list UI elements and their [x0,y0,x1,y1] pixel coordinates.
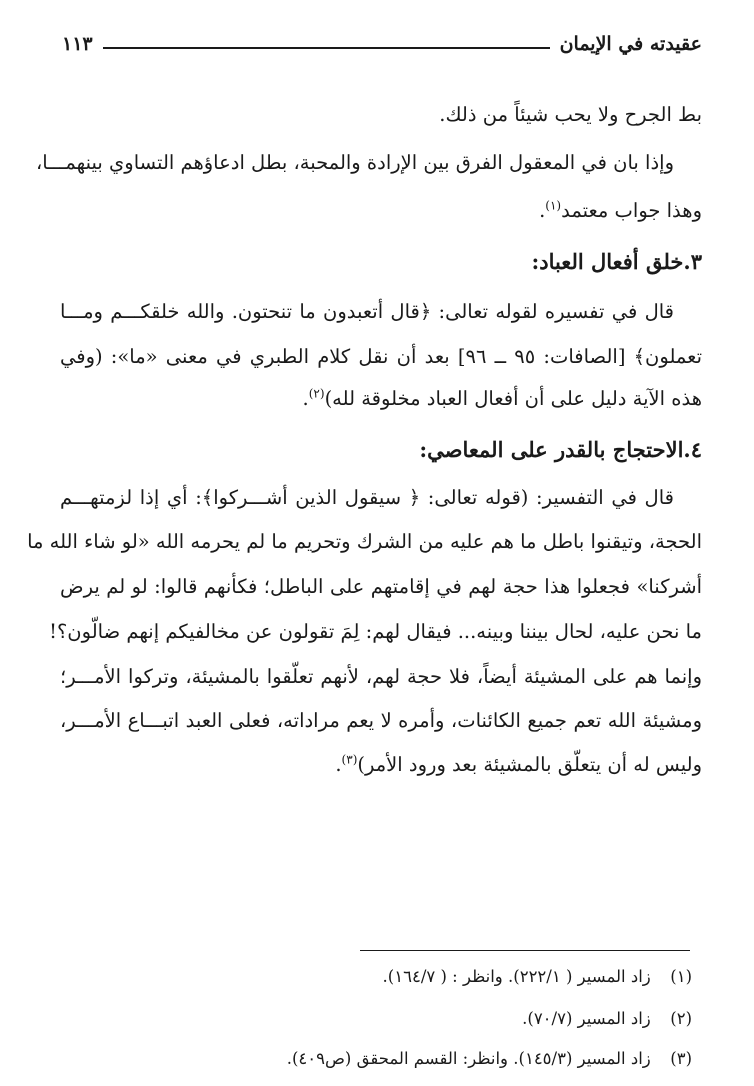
body-line-13-text: وليس له أن يتعلّق بالمشيئة بعد ورود الأمر) [357,753,702,776]
page-number: ١١٣ [62,33,93,55]
footnote-separator [360,950,690,951]
body-line-8: الحجة، وتيقنوا باطل ما هم عليه من الشرك وتحريم ما لم يحرمه الله «لو شاء الله ما [27,530,702,553]
footnote-3-number: (٣) [670,1049,692,1068]
body-line-9: أشركنا» فجعلوا هذا حجة لهم في إقامتهم على الباطل؛ فكأنهم قالوا: لو لم يرض [60,575,702,598]
body-line-13 [60,750,702,780]
body-line-2: وإذا بان في المعقول الفرق بين الإرادة والمحبة، بطل ادعاؤهم التساوي بينهمـــا، [36,151,674,174]
body-line-4: قال في تفسيره لقوله تعالى: ﴿قال أتعبدون ما تنحتون. والله خلقكـــم ومـــا [60,300,674,323]
section-heading-4: ٤.الاحتجاج بالقدر على المعاصي: [419,437,702,462]
footnote-1-number: (١) [670,967,692,986]
body-line-3 [60,196,702,226]
footnote-2 [60,1006,692,1032]
footnote-2-text: زاد المسير (٧٠/٧). [522,1009,651,1028]
footnote-1 [60,964,692,990]
body-line-1: بط الجرح ولا يحب شيئاً من ذلك. [439,103,702,126]
footnote-2-number: (٢) [670,1009,692,1028]
footnote-marker-3: (٣) [341,752,358,767]
header-rule [103,47,550,49]
section-heading-3: ٣.خلق أفعال العباد: [531,249,702,274]
period-3: . [335,753,342,776]
running-header [62,30,702,58]
body-line-6-text: هذه الآية دليل على أن أفعال العباد مخلوقة لله) [324,387,702,410]
footnote-3 [60,1046,692,1072]
period-2: . [302,387,309,410]
running-title: عقيدته في الإيمان [559,33,702,55]
footnote-3-text: زاد المسير (١٤٥/٣). وانظر: القسم المحقق (ص٤٠٩). [286,1049,651,1068]
body-line-5: تعملون﴾ [الصافات: ٩٥ ــ ٩٦] بعد أن نقل كلام الطبري في معنى «ما»: (وفي [60,345,703,368]
period-1: . [539,199,546,222]
body-line-7: قال في التفسير: (قوله تعالى: ﴿ سيقول الذين أشـــركوا﴾: أي إذا لزمتهـــم [60,486,674,509]
footnote-1-text: زاد المسير ( ٢٢٢/١). وانظر : ( ١٦٤/٧). [382,967,651,986]
body-line-6 [60,384,702,414]
body-line-3-text: وهذا جواب معتمد [561,199,702,222]
footnote-marker-2: (٢) [308,386,325,401]
body-line-10: ما نحن عليه، لحال بيننا وبينه... فيقال لهم: لِمَ تقولون عن مخالفيكم إنهم ضالّون؟! [49,620,702,643]
body-line-12: ومشيئة الله تعم جميع الكائنات، وأمره لا يعم مراداته، فعلى العبد اتبـــاع الأمـــر، [60,709,702,732]
footnote-marker-1: (١) [545,198,562,213]
body-line-11: وإنما هم على المشيئة أيضاً، فلا حجة لهم، لأنهم تعلّقوا بالمشيئة، وتركوا الأمـــر؛ [60,665,702,688]
